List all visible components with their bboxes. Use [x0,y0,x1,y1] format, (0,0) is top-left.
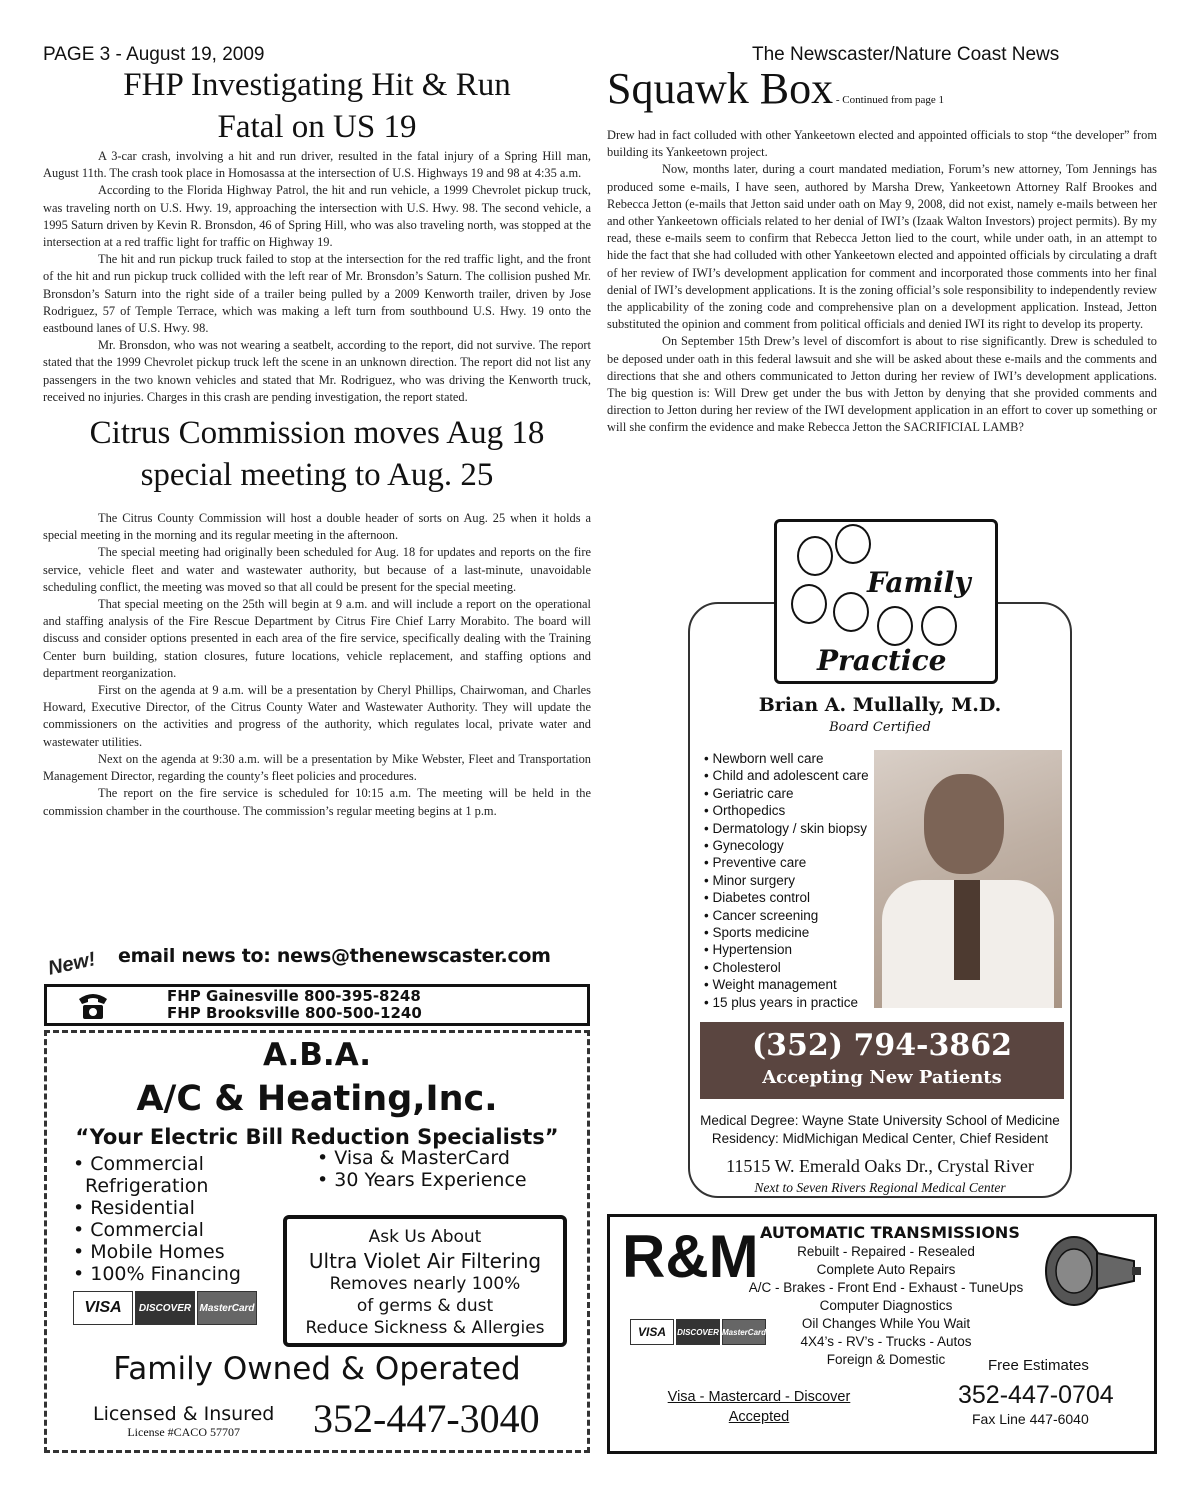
email-news-line [48,943,593,979]
squawk-paragraph: Now, months later, during a court mandated mediation, Forum’s new attorney, Tom Jennings has produced some e-mails, I have seen, authored by Marsha Drew, Yankeetown Attorney Ralf Brookes and Rebecca Jetton (e-mails that Jetton said under oath on May 9, 2008, did not exist, namely e-mails between her and other Yankeetown officials related to her denial of IWI’s (Izaak Walton Investors) project permits). By my read, these e-mails seem to confirm that Rebecca Jetton lied to the court, while under oath, in an attempt to hide the fact that she had colluded with other Yankeetown elected and appointed officials by circulating a draft of her review of IWI’s development application for comment and incorporated those comments into her final denial of IWI’s development applications. It is the zoning official’s sole responsibility to independently review the applicability of the zoning code and comprehensive plan on a development application. Instead, Jetton substituted the opinion and comment from political officials and denied IWI its right to develop its property. [607,162,1157,332]
fhp-article-body [43,148,591,406]
uv-filter-box [283,1215,567,1347]
telephone-icon [77,991,109,1021]
rm-transmissions-ad [607,1214,1157,1454]
aba-service: • Mobile Homes [73,1241,225,1263]
mastercard-logo: MasterCard [722,1319,766,1345]
aba-license [93,1403,274,1440]
fp-service: • Orthopedics [704,803,786,819]
aba-service: Refrigeration [85,1175,209,1197]
squawk-paragraph: On September 15th Drew’s level of discomfort is about to rise significantly. Drew is scheduled to be deposed under oath in this federal lawsuit and she will be asked about these e-mails and the comments and directions that she and others communicated to Jetton during her review of IWI’s development applications. The big question is: Will Drew get under the bus with Jetton by denying that she provided comments and direction to Jetton during her review of the IWI development application in an effort to cover up something or will she confirm the evidence and make Rebecca Jetton the SACRIFICIAL LAMB? [607,334,1157,435]
fhp-headline [43,64,591,148]
face-icon [797,536,833,576]
aba-feature-list [317,1147,527,1191]
fp-service: • Hypertension [704,942,793,958]
fp-service: • Weight management [704,977,837,993]
uv-title: Ultra Violet Air Filtering [308,1249,542,1273]
fhp-paragraph: The hit and run pickup truck failed to stop at the intersection for the red traffic light, and the front of the hit and run pickup truck collided with the left rear of Mr. Bronsdon’s Saturn. The collision pushed Mr. Bronsdon’s Saturn into the right side of a trailer being pulled by a 2009 Kenworth trailer, driven by Jose Rodriguez, 57 of Temple Terrace, which was making a left turn from southbound U.S. Hwy. 19 onto the eastbound lanes of U.S. Hwy. 98. [43,252,591,336]
fp-address: 11515 W. Emerald Oaks Dr., Crystal River [726,1156,1034,1176]
logo-family-text: Family [867,566,971,599]
fp-credentials [690,1112,1070,1148]
fp-service: • 15 plus years in practice [704,994,859,1010]
citrus-paragraph: The special meeting had originally been scheduled for Aug. 18 for updates and reports on the fire service, vehicle fleet and water and wastewater authority, but because of a last-minute, unavoidable scheduling conflict, the meeting was moved so that all could be present for the special meeting. [43,545,591,594]
board-certified: Board Certified [829,720,931,735]
squawk-paragraph: Drew had in fact colluded with other Yankeetown elected and appointed officials to stop “the developer” from building its Yankeetown project. [607,128,1157,160]
fp-service: • Minor surgery [704,872,795,888]
aba-card-logos [73,1291,257,1325]
fp-service: • Dermatology / skin biopsy [704,820,868,836]
family-practice-ad [688,566,1072,1198]
fp-service: • Cholesterol [704,959,781,975]
citrus-headline [43,412,591,496]
paper-name: The Newscaster/Nature Coast News [752,44,1060,65]
fp-phone: (352) 794-3862 [751,1028,1013,1063]
discover-logo: DISCOVER [135,1291,195,1325]
citrus-paragraph: The Citrus County Commission will host a double header of sorts on Aug. 25 when it holds a special meeting in the morning and its regular meeting in the afternoon. [43,511,591,543]
rm-service: A/C - Brakes - Front End - Exhaust - TuneUps [748,1280,1024,1295]
uv-line: Reduce Sickness & Allergies [305,1318,545,1338]
doctor-name: Brian A. Mullally, M.D. [758,694,1002,716]
fp-residency: Residency: MidMichigan Medical Center, Chief Resident [711,1131,1049,1146]
rm-free-estimates: Free Estimates [988,1357,1089,1374]
rm-logo: R&M [622,1223,759,1290]
photo-tie [954,880,980,980]
rm-service: Rebuilt - Repaired - Resealed [797,1244,975,1259]
aba-license-number: License #CACO 57707 [127,1425,240,1439]
fp-service: • Diabetes control [704,890,811,906]
citrus-paragraph: The report on the fire service is scheduled for 10:15 a.m. The meeting will be held in the commission chamber in the courthouse. The commission’s regular meeting begins at 1 p.m. [43,786,591,818]
face-icon [835,524,871,564]
citrus-headline-line-2: special meeting to Aug. 25 [140,457,494,494]
rm-service: Complete Auto Repairs [816,1262,956,1277]
rm-service: 4X4’s - RV’s - Trucks - Autos [800,1334,972,1349]
logo-practice-text: Practice [817,644,947,677]
visa-logo: VISA [630,1319,674,1345]
rm-service-list [734,1243,1038,1369]
doctor-photo [874,750,1062,1008]
aba-ad [44,1030,590,1453]
fp-service: • Gynecology [704,838,784,854]
photo-head [924,774,1004,874]
fp-service: • Preventive care [704,855,807,871]
fp-accepting: Accepting New Patients [762,1067,1002,1088]
fp-service: • Sports medicine [704,925,810,941]
uv-line: Removes nearly 100% [329,1274,521,1294]
aba-family-owned: Family Owned & Operated [113,1351,521,1387]
fhp-brooksville: FHP Brooksville 800-500-1240 [167,1004,422,1022]
uv-ask: Ask Us About [368,1227,482,1247]
rm-service: Oil Changes While You Wait [801,1316,971,1331]
right-column [607,64,1157,437]
fhp-paragraph: A 3-car crash, involving a hit and run driver, resulted in the fatal injury of a Spring Hill man, August 11th. The crash took place in Homosassa at the intersection of U.S. Highways 19 and 98 at 4:35 a.m. [43,149,591,181]
face-icon [921,606,957,646]
aba-service: • Commercial [73,1153,204,1175]
aba-service-list [73,1153,241,1285]
page-label: PAGE 3 - August 19, 2009 [43,44,265,65]
aba-company: A/C & Heating,Inc. [136,1079,498,1119]
fp-location-note: Next to Seven Rivers Regional Medical Center [754,1180,1006,1195]
squawk-body [607,127,1157,437]
email-news-link[interactable]: email news to: news@thenewscaster.com [118,945,551,967]
fhp-phone-box [44,984,590,1026]
discover-logo: DISCOVER [676,1319,720,1345]
aba-service: • 100% Financing [73,1263,241,1285]
aba-licensed: Licensed & Insured [93,1403,275,1425]
face-icon [791,584,827,624]
citrus-paragraph: Next on the agenda at 9:30 a.m. will be a presentation by Mike Webster, Fleet and Transportation Management Director, regarding the county’s fleet policies and procedures. [43,751,591,784]
citrus-paragraph: First on the agenda at 9 a.m. will be a presentation by Cheryl Phillips, Chairwoman, and Charles Howard, Executive Director, of the Citrus County Water and Wastewater Authority. They will update the commissioners on the activities and progress of the authority, which regulates local, private water and wastewater utilities. [43,683,591,749]
fp-degree: Medical Degree: Wayne State University School of Medicine [700,1113,1060,1128]
fhp-gainesville: FHP Gainesville 800-395-8248 [167,987,421,1005]
mastercard-logo: MasterCard [197,1291,257,1325]
aba-service: • Commercial [73,1219,204,1241]
fp-service: • Newborn well care [704,751,824,766]
rm-card-logos [630,1319,766,1345]
aba-feature: • Visa & MasterCard [317,1147,510,1169]
face-icon [833,592,869,632]
aba-feature: • 30 Years Experience [317,1169,527,1191]
face-icon [877,606,913,646]
citrus-headline-line-1: Citrus Commission moves Aug 18 [89,415,545,452]
aba-title: A.B.A. [262,1037,372,1073]
uv-line: of germs & dust [356,1296,494,1316]
left-column [43,64,591,820]
rm-phone: 352-447-0704 [958,1381,1114,1409]
aba-service: • Residential [73,1197,195,1219]
citrus-article-body [43,510,591,820]
family-practice-logo [774,519,998,684]
transmission-icon [1042,1231,1142,1311]
aba-phone: 352-447-3040 [313,1396,540,1441]
fp-service: • Child and adolescent care [704,768,869,784]
aba-slogan: “Your Electric Bill Reduction Specialists” [75,1125,559,1149]
fp-service: • Geriatric care [704,785,794,801]
rm-title: AUTOMATIC TRANSMISSIONS [760,1223,1020,1242]
rm-payment-cards: Visa - Mastercard - Discover [667,1389,851,1405]
citrus-paragraph: That special meeting on the 25th will begin at 9 a.m. and will include a report on the operational and staffing analysis of the Fire Rescue Department by Citrus Fire Chief Larry Morabito. The board will discuss and consider options presented in each area of the fire service, specifically dealing with the Training Center burn building, station closures, future locations, vehicle replacement, and staffing options and department reorganization. [43,597,591,680]
fhp-paragraph: According to the Florida Highway Patrol, the hit and run vehicle, a 1999 Chevrolet pickup truck, was traveling north on U.S. Hwy. 19, approaching the intersection with U.S. Hwy. 98. The second vehicle, a 1995 Saturn driven by Kevin R. Bronsdon, 46 of Spring Hill, who was also traveling north, was stopped at the intersection at a red traffic light for traffic on Highway 19. [43,183,591,250]
rm-payment [654,1387,864,1427]
squawk-continued: - Continued from page 1 [833,94,945,106]
rm-service: Computer Diagnostics [819,1298,953,1313]
fhp-numbers [167,988,422,1022]
rm-fax: Fax Line 447-6040 [972,1411,1089,1427]
fp-service-list [704,750,869,1011]
new-badge: New! [46,948,98,980]
fp-service: • Cancer screening [704,907,819,923]
fhp-paragraph: Mr. Bronsdon, who was not wearing a seatbelt, according to the report, did not survive. The report stated that the 1999 Chevrolet pickup truck left the scene in an unknown direction. The report did not list any passengers in the two known vehicles and stated that Mr. Rodriguez, who was driving the Kenworth truck, received no injuries. Charges in this crash are pending investigation, the report stated. [43,338,591,404]
fhp-headline-line-1: FHP Investigating Hit & Run [123,67,511,103]
squawk-title-text: Squawk Box [607,64,834,113]
squawk-title [607,64,1157,125]
rm-service: Foreign & Domestic [826,1352,946,1367]
fp-phone-banner [700,1022,1064,1099]
visa-logo: VISA [73,1291,133,1325]
rm-payment-accepted: Accepted [728,1409,790,1425]
fhp-headline-line-2: Fatal on US 19 [217,109,417,145]
